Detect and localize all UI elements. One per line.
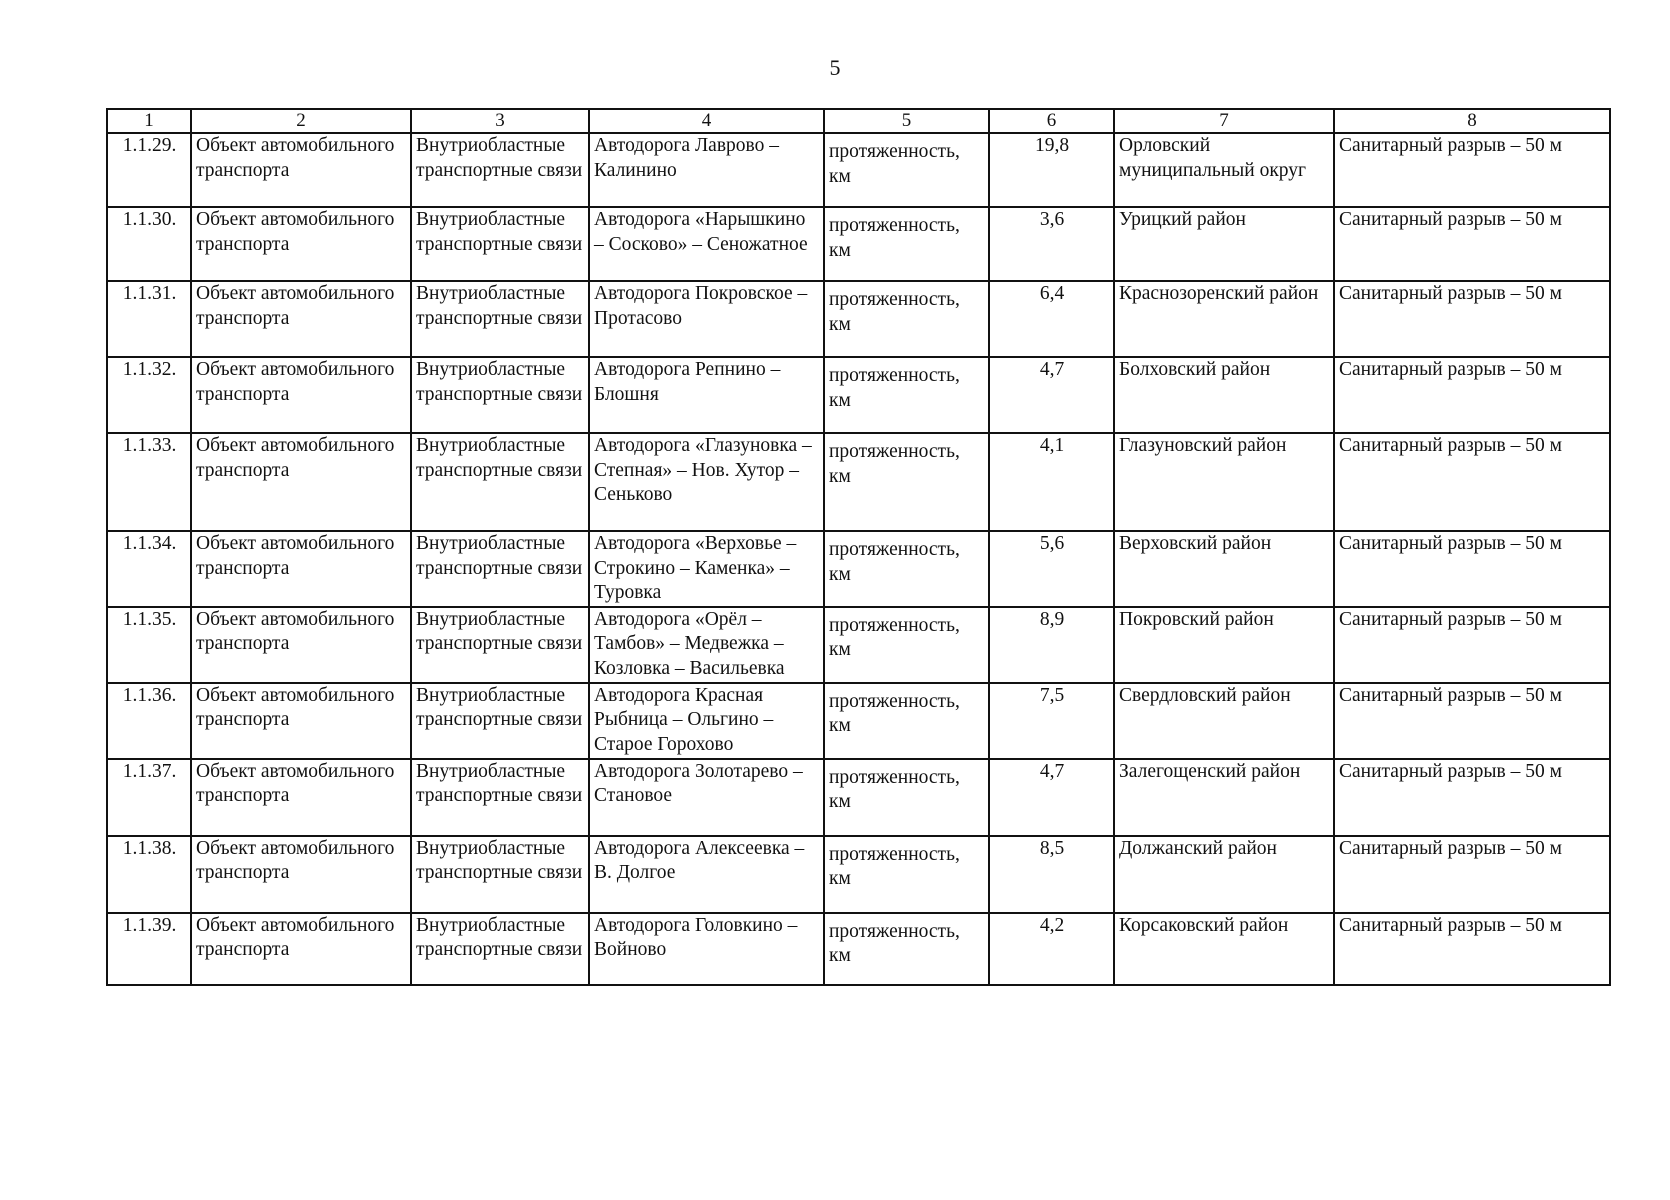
cell-unit: протяженность, км	[824, 913, 989, 985]
cell-number: 1.1.39.	[107, 913, 191, 985]
cell-value: 19,8	[989, 133, 1114, 207]
cell-road-name: Автодорога Золотарево – Становое	[589, 759, 824, 836]
cell-unit: протяженность, км	[824, 357, 989, 433]
cell-object: Объект автомобильного транспорта	[191, 607, 411, 683]
cell-object: Объект автомобильного транспорта	[191, 433, 411, 531]
cell-value: 8,5	[989, 836, 1114, 913]
cell-number: 1.1.34.	[107, 531, 191, 607]
cell-unit: протяженность, км	[824, 133, 989, 207]
cell-location: Залегощенский район	[1114, 759, 1334, 836]
cell-zone: Санитарный разрыв – 50 м	[1334, 531, 1610, 607]
column-header: 7	[1114, 109, 1334, 133]
cell-value: 4,7	[989, 357, 1114, 433]
cell-location: Верховский район	[1114, 531, 1334, 607]
cell-zone: Санитарный разрыв – 50 м	[1334, 607, 1610, 683]
cell-object: Объект автомобильного транспорта	[191, 133, 411, 207]
cell-type: Внутриобластные транспортные связи	[411, 683, 589, 759]
cell-location: Свердловский район	[1114, 683, 1334, 759]
cell-road-name: Автодорога «Орёл – Тамбов» – Медвежка – Козловка – Васильевка	[589, 607, 824, 683]
cell-unit: протяженность, км	[824, 281, 989, 357]
cell-type: Внутриобластные транспортные связи	[411, 607, 589, 683]
cell-object: Объект автомобильного транспорта	[191, 683, 411, 759]
cell-unit: протяженность, км	[824, 207, 989, 281]
cell-road-name: Автодорога «Глазуновка – Степная» – Нов. Хутор – Сеньково	[589, 433, 824, 531]
cell-type: Внутриобластные транспортные связи	[411, 357, 589, 433]
cell-object: Объект автомобильного транспорта	[191, 759, 411, 836]
cell-location: Корсаковский район	[1114, 913, 1334, 985]
cell-value: 4,7	[989, 759, 1114, 836]
cell-number: 1.1.29.	[107, 133, 191, 207]
cell-unit: протяженность, км	[824, 607, 989, 683]
cell-road-name: Автодорога Покровское – Протасово	[589, 281, 824, 357]
cell-value: 5,6	[989, 531, 1114, 607]
cell-object: Объект автомобильного транспорта	[191, 207, 411, 281]
cell-number: 1.1.30.	[107, 207, 191, 281]
cell-zone: Санитарный разрыв – 50 м	[1334, 913, 1610, 985]
cell-object: Объект автомобильного транспорта	[191, 531, 411, 607]
cell-object: Объект автомобильного транспорта	[191, 357, 411, 433]
cell-number: 1.1.38.	[107, 836, 191, 913]
cell-zone: Санитарный разрыв – 50 м	[1334, 357, 1610, 433]
cell-value: 7,5	[989, 683, 1114, 759]
cell-zone: Санитарный разрыв – 50 м	[1334, 759, 1610, 836]
cell-number: 1.1.35.	[107, 607, 191, 683]
cell-unit: протяженность, км	[824, 836, 989, 913]
column-header: 8	[1334, 109, 1610, 133]
cell-unit: протяженность, км	[824, 683, 989, 759]
column-header: 3	[411, 109, 589, 133]
cell-road-name: Автодорога Головкино – Войново	[589, 913, 824, 985]
cell-location: Глазуновский район	[1114, 433, 1334, 531]
cell-type: Внутриобластные транспортные связи	[411, 759, 589, 836]
table-row	[107, 207, 1610, 281]
cell-location: Орловский муниципальный округ	[1114, 133, 1334, 207]
cell-object: Объект автомобильного транспорта	[191, 913, 411, 985]
cell-type: Внутриобластные транспортные связи	[411, 531, 589, 607]
table-row	[107, 357, 1610, 433]
cell-type: Внутриобластные транспортные связи	[411, 281, 589, 357]
cell-zone: Санитарный разрыв – 50 м	[1334, 836, 1610, 913]
cell-location: Урицкий район	[1114, 207, 1334, 281]
cell-object: Объект автомобильного транспорта	[191, 836, 411, 913]
cell-type: Внутриобластные транспортные связи	[411, 836, 589, 913]
page-number: 5	[829, 55, 841, 80]
column-header: 5	[824, 109, 989, 133]
cell-zone: Санитарный разрыв – 50 м	[1334, 281, 1610, 357]
cell-number: 1.1.37.	[107, 759, 191, 836]
cell-type: Внутриобластные транспортные связи	[411, 207, 589, 281]
cell-object: Объект автомобильного транспорта	[191, 281, 411, 357]
cell-value: 4,2	[989, 913, 1114, 985]
column-header: 4	[589, 109, 824, 133]
table-row	[107, 683, 1610, 759]
cell-number: 1.1.32.	[107, 357, 191, 433]
cell-location: Покровский район	[1114, 607, 1334, 683]
column-header: 1	[107, 109, 191, 133]
cell-road-name: Автодорога Красная Рыбница – Ольгино – Старое Горохово	[589, 683, 824, 759]
cell-unit: протяженность, км	[824, 531, 989, 607]
cell-number: 1.1.33.	[107, 433, 191, 531]
cell-location: Должанский район	[1114, 836, 1334, 913]
cell-type: Внутриобластные транспортные связи	[411, 433, 589, 531]
cell-zone: Санитарный разрыв – 50 м	[1334, 433, 1610, 531]
cell-type: Внутриобластные транспортные связи	[411, 133, 589, 207]
table-row	[107, 913, 1610, 985]
cell-road-name: Автодорога Алексеевка – В. Долгое	[589, 836, 824, 913]
table-row	[107, 759, 1610, 836]
cell-location: Краснозоренский район	[1114, 281, 1334, 357]
table-row	[107, 607, 1610, 683]
cell-zone: Санитарный разрыв – 50 м	[1334, 207, 1610, 281]
cell-value: 6,4	[989, 281, 1114, 357]
cell-type: Внутриобластные транспортные связи	[411, 913, 589, 985]
cell-road-name: Автодорога «Верховье – Строкино – Каменка» – Туровка	[589, 531, 824, 607]
cell-road-name: Автодорога Лаврово – Калинино	[589, 133, 824, 207]
cell-number: 1.1.31.	[107, 281, 191, 357]
cell-unit: протяженность, км	[824, 433, 989, 531]
cell-road-name: Автодорога «Нарышкино – Сосково» – Сеножатное	[589, 207, 824, 281]
cell-number: 1.1.36.	[107, 683, 191, 759]
cell-value: 4,1	[989, 433, 1114, 531]
cell-road-name: Автодорога Репнино – Блошня	[589, 357, 824, 433]
table-row	[107, 836, 1610, 913]
table-row	[107, 281, 1610, 357]
table-header-row	[107, 109, 1610, 133]
cell-value: 3,6	[989, 207, 1114, 281]
cell-location: Болховский район	[1114, 357, 1334, 433]
table-row	[107, 133, 1610, 207]
objects-table	[106, 108, 1611, 986]
column-header: 6	[989, 109, 1114, 133]
table-row	[107, 433, 1610, 531]
cell-unit: протяженность, км	[824, 759, 989, 836]
table-row	[107, 531, 1610, 607]
cell-zone: Санитарный разрыв – 50 м	[1334, 683, 1610, 759]
cell-value: 8,9	[989, 607, 1114, 683]
column-header: 2	[191, 109, 411, 133]
cell-zone: Санитарный разрыв – 50 м	[1334, 133, 1610, 207]
